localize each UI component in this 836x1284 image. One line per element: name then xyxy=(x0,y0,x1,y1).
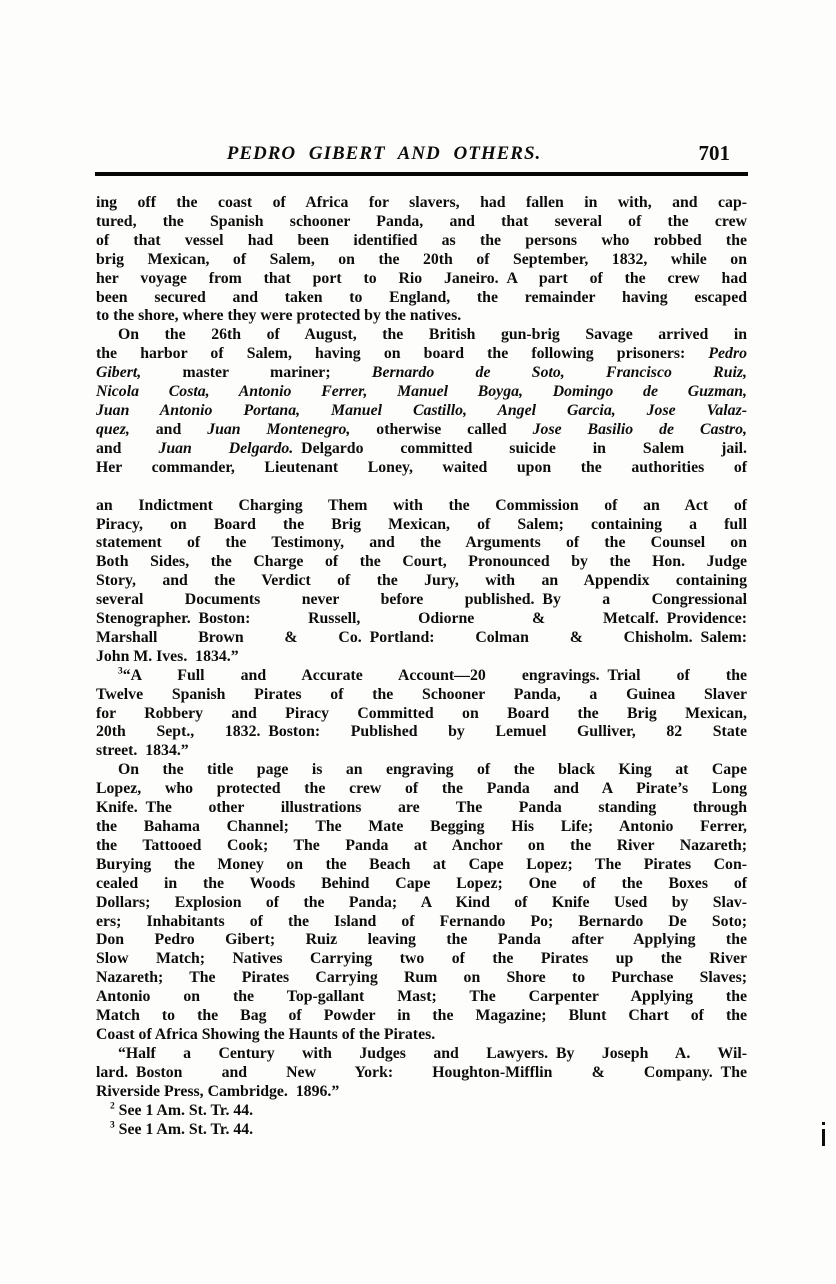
italic-text: quez, xyxy=(96,420,130,438)
text-line: Coast of Africa Showing the Haunts of the Pirates. xyxy=(96,1025,436,1043)
text-line: the Bahama Channel; The Mate Begging His Life; Antonio Ferrer, xyxy=(96,818,747,835)
text-line: Don Pedro Gibert; Ruiz leaving the Panda after Applying the xyxy=(96,931,747,949)
text-line: the Tattooed Cook; The Panda at Anchor on the River Nazareth; xyxy=(96,836,747,854)
text-line: John M. Ives. 1834.” xyxy=(96,647,239,665)
footnote-3 xyxy=(96,1121,747,1140)
italic-text: Bernardo de Soto, Francisco Ruiz, xyxy=(371,364,747,382)
italic-text: Juan Antonio Portana, Manuel Castillo, Angel Garcia, Jose Valaz- xyxy=(96,401,747,419)
text-line: Stenographer. Boston: Russell, Odiorne & Metcalf. Providence: xyxy=(96,610,747,628)
scan-artifact-stem xyxy=(822,1129,825,1146)
text-block xyxy=(96,194,747,1139)
text-line: $^3$ See 1 Am. St. Tr. 44. xyxy=(110,1120,254,1138)
text-line: Marshall Brown & Co. Portland: Colman & Chisholm. Salem: xyxy=(96,628,747,646)
text-line: quez, and Juan Montenegro, otherwise called Jose Basilio de Castro, xyxy=(96,420,747,438)
paragraph-capture-account xyxy=(96,194,747,326)
text-line: Both Sides, the Charge of the Court, Pronounced by the Hon. Judge xyxy=(96,553,747,571)
footnote-marker: 3 xyxy=(118,666,123,677)
text-line: Riverside Press, Cambridge. 1896.” xyxy=(96,1082,340,1100)
text-line: Nazareth; The Pirates Carrying Rum on Shore to Purchase Slaves; xyxy=(96,969,747,987)
italic-text: Juan Delgardo. xyxy=(158,439,294,457)
footnote-marker: 2 xyxy=(110,1101,115,1112)
running-header xyxy=(96,143,748,169)
scan-artifact-mark xyxy=(822,1122,825,1146)
text-line: On the 26th of August, the British gun-brig Savage arrived in xyxy=(118,326,747,344)
text-line: $^2$ See 1 Am. St. Tr. 44. xyxy=(110,1101,254,1119)
text-line: for Robbery and Piracy Committed on Board the Brig Mexican, xyxy=(96,704,747,722)
page-title: PEDRO GIBERT AND OTHERS. xyxy=(226,143,542,164)
text-line: her voyage from that port to Rio Janeiro. A part of the crew had xyxy=(96,269,747,287)
text-line: lard. Boston and New York: Houghton-Mifflin & Company. The xyxy=(96,1063,747,1081)
italic-text: Gibert, xyxy=(96,364,142,382)
text-line: Knife. The other illustrations are The Panda standing through xyxy=(96,799,747,817)
text-line: On the title page is an engraving of the black King at Cape xyxy=(118,761,747,779)
text-line: to the shore, where they were protected by the natives. xyxy=(96,307,462,325)
paragraph-engravings-description xyxy=(96,761,747,1045)
paragraph-prisoners-list xyxy=(96,326,747,477)
text-line: 20th Sept., 1832. Boston: Published by Lemuel Gulliver, 82 State xyxy=(96,723,747,741)
italic-text: Nicola Costa, Antonio Ferrer, Manuel Boyga, Domingo de Guzman, xyxy=(96,383,747,401)
italic-text: Jose Basilio de Castro, xyxy=(532,420,747,438)
text-line: Antonio on the Top-gallant Mast; The Carpenter Applying the xyxy=(96,988,747,1006)
text-line: Gibert, master mariner; Bernardo de Soto, Francisco Ruiz, xyxy=(96,364,747,382)
text-line: of that vessel had been identified as the persons who robbed the xyxy=(96,231,747,249)
text-line: $^3$“A Full and Accurate Account—20 engravings. Trial of the xyxy=(118,666,747,684)
paragraph-indictment-title xyxy=(96,497,747,667)
text-line: Twelve Spanish Pirates of the Schooner Panda, a Guinea Slaver xyxy=(96,685,747,703)
text-line: statement of the Testimony, and the Arguments of the Counsel on xyxy=(96,534,747,552)
text-line: ers; Inhabitants of the Island of Fernando Po; Bernardo De Soto; xyxy=(96,912,747,930)
text-line: street. 1834.” xyxy=(96,742,189,760)
footnote-2 xyxy=(96,1102,747,1121)
footnote-marker: 3 xyxy=(110,1120,115,1131)
text-line: cealed in the Woods Behind Cape Lopez; One of the Boxes of xyxy=(96,874,747,892)
text-line: Story, and the Verdict of the Jury, with an Appendix containing xyxy=(96,572,747,590)
text-line: been secured and taken to England, the remainder having escaped xyxy=(96,288,747,306)
header-rule xyxy=(95,172,748,176)
text-line: Match to the Bag of Powder in the Magazine; Blunt Chart of the xyxy=(96,1007,747,1025)
italic-text: Juan Montenegro, xyxy=(207,420,351,438)
text-line: Lopez, who protected the crew of the Panda and A Pirate’s Long xyxy=(96,780,747,798)
text-line xyxy=(96,383,747,402)
scan-artifact-dot xyxy=(822,1122,825,1125)
text-line: ing off the coast of Africa for slavers, had fallen in with, and cap- xyxy=(96,194,747,211)
text-line: the harbor of Salem, having on board the following prisoners: Pedro xyxy=(96,345,747,363)
text-line: “Half a Century with Judges and Lawyers. By Joseph A. Wil- xyxy=(118,1044,747,1062)
text-line: tured, the Spanish schooner Panda, and that several of the crew xyxy=(96,212,747,230)
paragraph-half-century-title xyxy=(96,1045,747,1102)
paragraph-full-account-title xyxy=(96,667,747,762)
page-number: 701 xyxy=(698,141,730,165)
text-line xyxy=(96,402,747,421)
text-line: an Indictment Charging Them with the Commission of an Act of xyxy=(96,496,747,514)
italic-text: Pedro xyxy=(708,345,747,363)
text-line: brig Mexican, of Salem, on the 20th of September, 1832, while on xyxy=(96,250,747,268)
text-line: Dollars; Explosion of the Panda; A Kind of Knife Used by Slav- xyxy=(96,893,747,911)
text-line: and Juan Delgardo. Delgardo committed suicide in Salem jail. xyxy=(96,439,748,457)
text-line: Her commander, Lieutenant Loney, waited upon the authorities of xyxy=(96,458,747,476)
text-line: Piracy, on Board the Brig Mexican, of Salem; containing a full xyxy=(96,515,747,533)
text-line: Slow Match; Natives Carrying two of the Pirates up the River xyxy=(96,950,747,968)
text-line: several Documents never before published. By a Congressional xyxy=(96,591,747,609)
text-line: Burying the Money on the Beach at Cape Lopez; The Pirates Con- xyxy=(96,855,747,873)
